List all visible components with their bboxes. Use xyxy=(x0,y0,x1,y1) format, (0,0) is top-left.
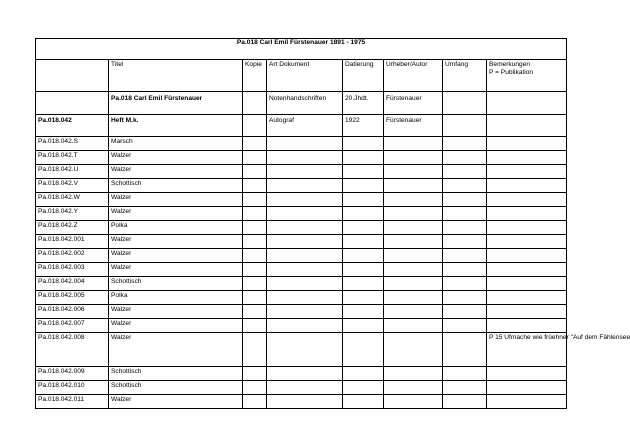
table-row xyxy=(36,235,567,249)
cell-urheber xyxy=(384,333,443,367)
main-kopie xyxy=(243,115,267,137)
cell-umfang xyxy=(443,165,487,179)
cell-titel: Walzer xyxy=(109,305,243,319)
cell-urheber xyxy=(384,179,443,193)
cell-urheber xyxy=(384,193,443,207)
header-urheber: Urheber/Autor xyxy=(384,60,443,92)
cell-signatur: Pa.018.042.011 xyxy=(36,395,109,409)
collection-bemerkungen xyxy=(487,92,567,115)
cell-urheber xyxy=(384,291,443,305)
cell-bemerkungen xyxy=(487,193,567,207)
cell-titel: Schottisch xyxy=(109,381,243,395)
cell-art xyxy=(267,367,343,381)
table-row xyxy=(36,249,567,263)
collection-datierung: 20.Jhdt. xyxy=(343,92,384,115)
table-row xyxy=(36,207,567,221)
header-row xyxy=(36,60,567,92)
cell-kopie xyxy=(243,207,267,221)
table-row xyxy=(36,333,567,367)
cell-umfang xyxy=(443,249,487,263)
cell-signatur: Pa.018.042.V xyxy=(36,179,109,193)
main-art: Autograf xyxy=(267,115,343,137)
cell-umfang xyxy=(443,221,487,235)
cell-kopie xyxy=(243,193,267,207)
cell-titel: Polka xyxy=(109,221,243,235)
cell-kopie xyxy=(243,151,267,165)
document-title: Pa.018 Carl Emil Fürstenauer 1891 - 1975 xyxy=(36,39,567,60)
cell-signatur: Pa.018.042.009 xyxy=(36,367,109,381)
header-art-dokument: Art Dokument xyxy=(267,60,343,92)
cell-titel: Polka xyxy=(109,291,243,305)
cell-signatur: Pa.018.042.002 xyxy=(36,249,109,263)
cell-art xyxy=(267,277,343,291)
cell-umfang xyxy=(443,137,487,151)
table-row xyxy=(36,221,567,235)
table-row xyxy=(36,319,567,333)
cell-datierung xyxy=(343,165,384,179)
header-bemerkungen-label: Bemerkungen xyxy=(489,61,531,68)
cell-kopie xyxy=(243,165,267,179)
cell-urheber xyxy=(384,235,443,249)
cell-urheber xyxy=(384,221,443,235)
cell-bemerkungen xyxy=(487,367,567,381)
cell-urheber xyxy=(384,395,443,409)
cell-datierung xyxy=(343,305,384,319)
cell-signatur: Pa.018.042.003 xyxy=(36,263,109,277)
cell-datierung xyxy=(343,221,384,235)
cell-art xyxy=(267,333,343,367)
cell-umfang xyxy=(443,151,487,165)
cell-urheber xyxy=(384,277,443,291)
table-row xyxy=(36,137,567,151)
cell-datierung xyxy=(343,333,384,367)
cell-signatur: Pa.018.042.001 xyxy=(36,235,109,249)
cell-datierung xyxy=(343,249,384,263)
cell-datierung xyxy=(343,277,384,291)
cell-signatur: Pa.018.042.004 xyxy=(36,277,109,291)
cell-signatur: Pa.018.042.007 xyxy=(36,319,109,333)
cell-datierung xyxy=(343,151,384,165)
cell-kopie xyxy=(243,319,267,333)
cell-art xyxy=(267,291,343,305)
cell-umfang xyxy=(443,193,487,207)
cell-signatur: Pa.018.042.006 xyxy=(36,305,109,319)
cell-datierung xyxy=(343,235,384,249)
cell-kopie xyxy=(243,277,267,291)
cell-datierung xyxy=(343,395,384,409)
main-row xyxy=(36,115,567,137)
cell-umfang xyxy=(443,319,487,333)
cell-signatur: Pa.018.042.Z xyxy=(36,221,109,235)
cell-kopie xyxy=(243,381,267,395)
cell-kopie xyxy=(243,221,267,235)
cell-kopie xyxy=(243,263,267,277)
cell-urheber xyxy=(384,319,443,333)
cell-kopie xyxy=(243,179,267,193)
cell-signatur: Pa.018.042.010 xyxy=(36,381,109,395)
cell-datierung xyxy=(343,381,384,395)
table-row xyxy=(36,305,567,319)
cell-kopie xyxy=(243,395,267,409)
cell-signatur: Pa.018.042.U xyxy=(36,165,109,179)
table-row xyxy=(36,395,567,409)
cell-datierung xyxy=(343,319,384,333)
cell-umfang xyxy=(443,367,487,381)
cell-art xyxy=(267,151,343,165)
cell-titel: Walzer xyxy=(109,193,243,207)
cell-urheber xyxy=(384,249,443,263)
cell-umfang xyxy=(443,277,487,291)
cell-signatur: Pa.018.042.W xyxy=(36,193,109,207)
cell-bemerkungen xyxy=(487,381,567,395)
cell-titel: Walzer xyxy=(109,235,243,249)
cell-umfang xyxy=(443,207,487,221)
cell-bemerkungen xyxy=(487,137,567,151)
table-row xyxy=(36,165,567,179)
collection-row xyxy=(36,92,567,115)
main-bemerkungen xyxy=(487,115,567,137)
table-row xyxy=(36,151,567,165)
cell-kopie xyxy=(243,291,267,305)
cell-datierung xyxy=(343,367,384,381)
header-umfang: Umfang xyxy=(443,60,487,92)
table-row xyxy=(36,291,567,305)
cell-art xyxy=(267,165,343,179)
cell-art xyxy=(267,381,343,395)
cell-umfang xyxy=(443,263,487,277)
cell-urheber xyxy=(384,137,443,151)
cell-art xyxy=(267,137,343,151)
cell-titel: Walzer xyxy=(109,249,243,263)
collection-kopie xyxy=(243,92,267,115)
cell-titel: Schottisch xyxy=(109,179,243,193)
cell-art xyxy=(267,249,343,263)
cell-signatur: Pa.018.042.005 xyxy=(36,291,109,305)
cell-kopie xyxy=(243,137,267,151)
cell-bemerkungen xyxy=(487,151,567,165)
cell-titel: Walzer xyxy=(109,319,243,333)
cell-urheber xyxy=(384,151,443,165)
cell-datierung xyxy=(343,193,384,207)
table-row xyxy=(36,179,567,193)
cell-titel: Walzer xyxy=(109,151,243,165)
cell-umfang xyxy=(443,395,487,409)
cell-bemerkungen xyxy=(487,291,567,305)
cell-datierung xyxy=(343,291,384,305)
header-bemerkungen xyxy=(487,60,567,92)
cell-bemerkungen xyxy=(487,395,567,409)
header-datierung: Datierung xyxy=(343,60,384,92)
table-row xyxy=(36,263,567,277)
collection-signatur xyxy=(36,92,109,115)
cell-art xyxy=(267,305,343,319)
cell-umfang xyxy=(443,235,487,249)
collection-titel: Pa.018 Carl Emil Fürstenauer xyxy=(109,92,243,115)
main-titel: Heft M.k. xyxy=(109,115,243,137)
cell-titel: Schottisch xyxy=(109,367,243,381)
cell-urheber xyxy=(384,165,443,179)
cell-umfang xyxy=(443,381,487,395)
header-signatur xyxy=(36,60,109,92)
cell-bemerkungen xyxy=(487,207,567,221)
cell-bemerkungen xyxy=(487,263,567,277)
cell-bemerkungen xyxy=(487,319,567,333)
cell-kopie xyxy=(243,367,267,381)
cell-art xyxy=(267,207,343,221)
cell-titel: Walzer xyxy=(109,395,243,409)
header-kopie: Kopie xyxy=(243,60,267,92)
table-row xyxy=(36,277,567,291)
cell-art xyxy=(267,179,343,193)
cell-urheber xyxy=(384,207,443,221)
cell-kopie xyxy=(243,235,267,249)
cell-bemerkungen xyxy=(487,179,567,193)
cell-bemerkungen xyxy=(487,305,567,319)
cell-bemerkungen xyxy=(487,221,567,235)
cell-datierung xyxy=(343,263,384,277)
cell-signatur: Pa.018.042.Y xyxy=(36,207,109,221)
table-row xyxy=(36,381,567,395)
cell-kopie xyxy=(243,333,267,367)
cell-titel: Walzer xyxy=(109,263,243,277)
cell-bemerkungen xyxy=(487,235,567,249)
header-bemerkungen-note: P = Publikation xyxy=(489,69,534,76)
cell-titel: Walzer xyxy=(109,333,243,367)
cell-datierung xyxy=(343,137,384,151)
collection-art: Notenhandschriften xyxy=(267,92,343,115)
cell-titel: Schottisch xyxy=(109,277,243,291)
cell-signatur: Pa.018.042.S xyxy=(36,137,109,151)
collection-umfang xyxy=(443,92,487,115)
cell-datierung xyxy=(343,179,384,193)
cell-art xyxy=(267,319,343,333)
cell-umfang xyxy=(443,291,487,305)
cell-bemerkungen xyxy=(487,249,567,263)
cell-kopie xyxy=(243,305,267,319)
cell-signatur: Pa.018.042.008 xyxy=(36,333,109,367)
cell-titel: Walzer xyxy=(109,165,243,179)
main-signatur: Pa.018.042 xyxy=(36,115,109,137)
cell-art xyxy=(267,395,343,409)
cell-art xyxy=(267,263,343,277)
table-row xyxy=(36,367,567,381)
cell-urheber xyxy=(384,305,443,319)
cell-art xyxy=(267,221,343,235)
cell-umfang xyxy=(443,333,487,367)
cell-titel: Walzer xyxy=(109,207,243,221)
cell-titel: Marsch xyxy=(109,137,243,151)
inventory-table xyxy=(35,38,630,409)
main-datierung: 1922 xyxy=(343,115,384,137)
cell-kopie xyxy=(243,249,267,263)
table-row xyxy=(36,193,567,207)
cell-urheber xyxy=(384,367,443,381)
cell-bemerkungen xyxy=(487,277,567,291)
cell-urheber xyxy=(384,263,443,277)
cell-urheber xyxy=(384,381,443,395)
cell-umfang xyxy=(443,305,487,319)
cell-bemerkungen xyxy=(487,165,567,179)
main-umfang xyxy=(443,115,487,137)
main-urheber: Fürstenauer xyxy=(384,115,443,137)
cell-signatur: Pa.018.042.T xyxy=(36,151,109,165)
header-titel: Titel xyxy=(109,60,243,92)
cell-art xyxy=(267,193,343,207)
cell-umfang xyxy=(443,179,487,193)
cell-datierung xyxy=(343,207,384,221)
cell-art xyxy=(267,235,343,249)
collection-urheber: Fürstenauer xyxy=(384,92,443,115)
cell-bemerkungen: P 15 Ufmache wie früehner "Auf dem Fählensee xyxy=(487,333,567,367)
